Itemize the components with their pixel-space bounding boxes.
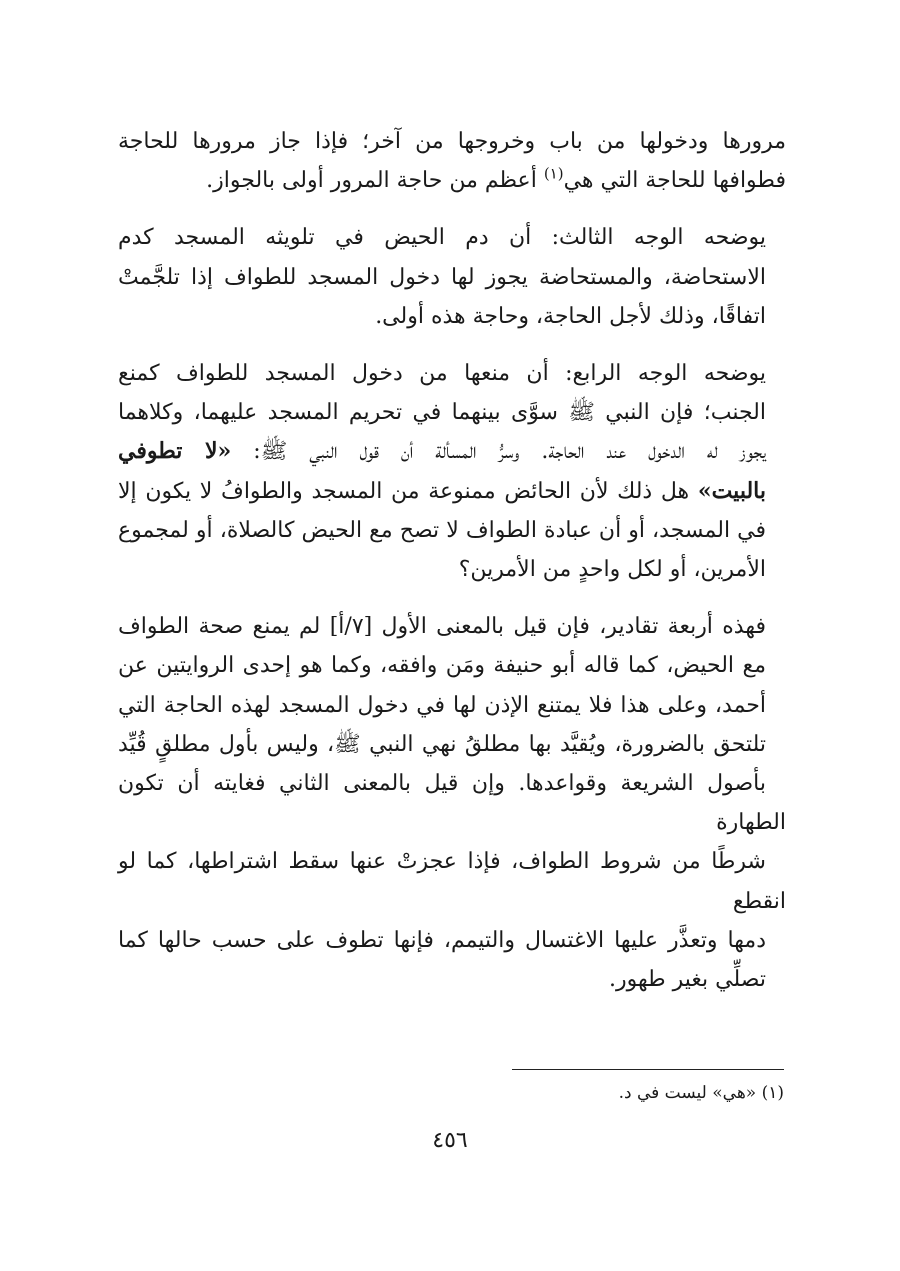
footnote-reference[interactable]: (١) [543,164,564,183]
footnote-divider [512,1069,784,1070]
text-line: يوضحه الوجه الرابع: أن منعها من دخول المسجد للطواف كمنع [118,361,766,387]
text-line: أحمد، وعلى هذا فلا يمتنع الإذن لها في دخول المسجد لهذه الحاجة التي [118,692,766,718]
text-line: شرطًا من شروط الطواف، فإذا عجزتْ عنها سقط اشتراطها، كما لو انقطع [118,849,786,914]
text-line: الأمرين، أو لكل واحدٍ من الأمرين؟ [458,557,766,583]
page-number: ٤٥٦ [432,1128,468,1153]
text-line: تصلِّي بغير طهور. [609,967,766,993]
text-line [118,432,786,471]
text-line: يوضحه الوجه الثالث: أن دم الحيض في تلويثه المسجد كدم [118,225,766,251]
text-segment: أعظم من حاجة المرور أولى بالجواز. [206,168,537,194]
text-line: بأصول الشريعة وقواعدها. وإن قيل بالمعنى الثاني فغايته أن تكون الطهارة [118,771,786,836]
paragraph-2 [118,218,786,336]
text-line: الاستحاضة، والمستحاضة يجوز لها دخول المسجد للطواف إذا تلجَّمتْ [118,264,766,290]
text-line [118,161,786,200]
text-line [118,472,786,511]
text-line: اتفاقًا، وذلك لأجل الحاجة، وحاجة هذه أولى. [375,303,766,329]
text-line: تلتحق بالضرورة، ويُقيَّد بها مطلقُ نهي النبي ﷺ، وليس بأول مطلقٍ قُيِّد [118,731,766,757]
footnote: (١) «هي» ليست في د. [618,1083,784,1103]
text-line: في المسجد، أو أن عبادة الطواف لا تصح مع الحيض كالصلاة، أو لمجموع [118,517,766,543]
paragraph-3 [118,354,786,589]
text-segment: يجوز له الدخول عند الحاجة. وسرُّ المسألة أن قول النبي ﷺ: [253,439,766,465]
text-line: دمها وتعذَّر عليها الاغتسال والتيمم، فإنها تطوف على حسب حالها كما [118,927,766,953]
text-line: الجنب؛ فإن النبي ﷺ سوَّى بينهما في تحريم المسجد عليهما، وكلاهما [118,400,766,426]
text-line: مرورها ودخولها من باب وخروجها من آخر؛ فإذا جاز مرورها للحاجة [118,129,786,154]
text-segment: هل ذلك لأن الحائض ممنوعة من المسجد والطوافُ لا يكون إلا [118,478,690,504]
main-text [118,122,786,1017]
hadith-quote: بالبيت» [697,477,766,504]
paragraph-4 [118,607,786,999]
text-line: فهذه أربعة تقادير، فإن قيل بالمعنى الأول [٧/أ] لم يمنع صحة الطواف [118,614,766,640]
text-line: مع الحيض، كما قاله أبو حنيفة ومَن وافقه، وكما هو إحدى الروايتين عن [118,653,766,679]
paragraph-1 [118,122,786,200]
hadith-quote: «لا تطوفي [118,438,232,465]
text-segment: فطوافها للحاجة التي هي [563,168,786,194]
